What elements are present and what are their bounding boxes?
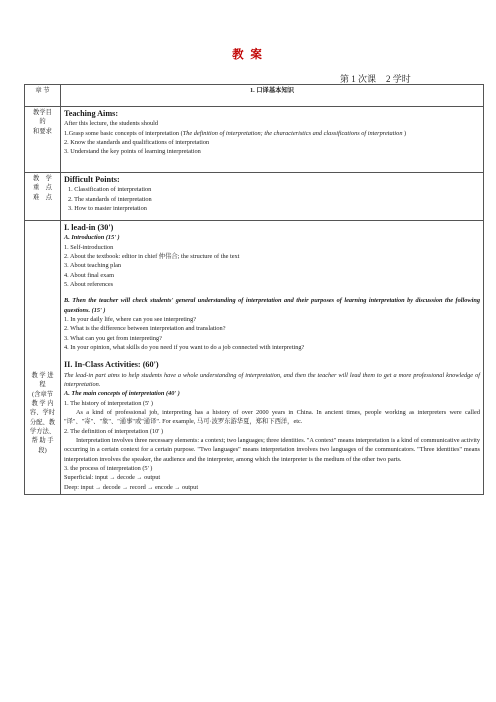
discussion-subheading: B. Then the teacher will check students' general understanding of interpretation and their purposes of learning interpretation by discussion the following questions. (15' ) (64, 297, 480, 314)
aims-content (61, 107, 484, 173)
aims-label-line: 教学目 (33, 109, 52, 116)
intro-item: 1. Self-introduction (64, 243, 114, 251)
aims-item-1 (64, 129, 480, 138)
aims-heading: Teaching Aims: (64, 109, 119, 118)
chapter-label: 章 节 (25, 85, 61, 107)
superficial-process (64, 473, 480, 483)
document-title: 教 案 (232, 49, 264, 61)
arrow-right-icon: → (147, 485, 154, 492)
in-class-heading: II. In-Class Activities: (60') (64, 360, 159, 370)
process-title: 3. the process of interpretation (5' ) (64, 464, 153, 472)
session-number: 第 1 次课 (340, 74, 377, 84)
arrow-right-icon: → (136, 475, 143, 482)
process-step: input (80, 484, 94, 492)
aims-intro: After this lecture, the students should (64, 120, 159, 128)
process-label-line: 教 学 内 (31, 399, 54, 407)
process-content (61, 221, 484, 495)
introduction-subheading: A. Introduction (15' ) (64, 234, 120, 242)
intro-item: 5. About references (64, 281, 114, 289)
in-class-intro: The lead-in part aims to help students have a whole understanding of interpretation, and then the teacher will lead them to get a more professional knowledge of interpretation. (64, 371, 480, 389)
aims-item-1-suffix: ) (402, 129, 407, 137)
difficult-heading: Difficult Points: (64, 175, 120, 184)
process-step: input (94, 474, 108, 482)
intro-item: 3. About teaching plan (64, 262, 122, 270)
arrow-right-icon: → (122, 485, 129, 492)
process-label-line: 学方法、 (29, 427, 56, 435)
discussion-question: 4. In your opinion, what skills do you need if you want to do a job connected with interpreting? (64, 343, 305, 351)
process-step: decode (102, 484, 121, 492)
deep-process (64, 483, 480, 493)
aims-label-line: 的 (39, 118, 46, 126)
discussion-question: 2. What is the difference between interpretation and translation? (64, 325, 226, 333)
deep-label: Deep: (64, 484, 80, 492)
difficult-item: 1. Classification of interpretation (68, 186, 152, 194)
lesson-plan-table (24, 84, 484, 495)
process-step: output (181, 484, 199, 492)
intro-item: 4. About final exam (64, 271, 115, 279)
process-step: encode (154, 484, 173, 492)
aims-item-1-italic: The definition of interpretation; the characteristics and classifications of interpretation (182, 129, 403, 137)
arrow-right-icon: → (95, 485, 102, 492)
process-label (25, 221, 61, 495)
history-title: 1. The history of interpretation (5' ) (64, 399, 153, 407)
difficult-item: 2. The standards of interpretation (68, 195, 152, 203)
definition-paragraph: Interpretation involves three necessary elements: a context; two languages; three identities. "A context" means interpretation is a kind of communicative activity occurring in a certain context for a certain purpose. "Two languages" means interpretation involves two languages of the communicators. "Three identities" means interpretation involves the speaker, the audience and the interpreter, among which the interpreter is the medium of the other two parts. (64, 436, 480, 463)
aims-label-line: 和要求 (33, 127, 52, 135)
arrow-right-icon: → (109, 475, 116, 482)
chapter-title: 1. 口译基本知识 (61, 85, 484, 107)
main-concepts-subheading: A. The main concepts of interpretation (40' ) (64, 390, 180, 398)
process-label-line: (含章节 (32, 390, 53, 398)
process-label-line: 教 学 进 (31, 372, 54, 379)
aims-row (25, 107, 484, 173)
process-label-line: 帮 助 手 (31, 437, 54, 445)
session-hours: 2 学时 (386, 74, 411, 84)
difficult-content (61, 173, 484, 221)
lead-in-heading: I. lead-in (30') (64, 223, 114, 232)
difficult-row (25, 173, 484, 221)
difficult-label-line: 难 点 (33, 193, 52, 201)
aims-item-1-text: 1.Grasp some basic concepts of interpretation ( (64, 129, 183, 137)
process-row (25, 221, 484, 495)
difficult-item: 3. How to master interpretation (68, 205, 147, 213)
discussion-question: 1. In your daily life, where can you see interpreting? (64, 315, 197, 323)
process-label-line: 容、学时 (29, 409, 56, 417)
history-paragraph: As a kind of professional job, interpreting has a history of over 2000 years in China. In ancient times, people working as interpreters were called "译"、"寄"、"象"、"通事"或"通译". For example, 马可·波罗东游华夏，郑和下西洋，etc. (64, 408, 480, 426)
process-step: output (144, 474, 161, 482)
process-label-line: 段) (38, 446, 47, 454)
difficult-label-line: 教 学 (33, 175, 52, 182)
process-label-line: 程 (39, 381, 46, 389)
intro-item: 2. About the textbook: editor in chief 仲伟合; the structure of the text (64, 253, 240, 261)
discussion-question: 3. What can you get from interpreting? (64, 334, 162, 342)
superficial-label: Superficial: (64, 474, 94, 482)
process-label-line: 分配、教 (29, 418, 56, 426)
difficult-label-line: 重 点 (33, 184, 52, 192)
aims-item-3: 3. Understand the key points of learning interpretation (64, 148, 201, 156)
arrow-right-icon: → (174, 485, 181, 492)
definition-title: 2. The definition of interpretation (10' ) (64, 427, 164, 435)
process-step: decode (117, 474, 135, 482)
process-step: record (129, 484, 146, 492)
chapter-row (25, 85, 484, 107)
aims-label (25, 107, 61, 173)
difficult-label (25, 173, 61, 221)
aims-item-2: 2. Know the standards and qualifications of interpretation (64, 139, 210, 147)
